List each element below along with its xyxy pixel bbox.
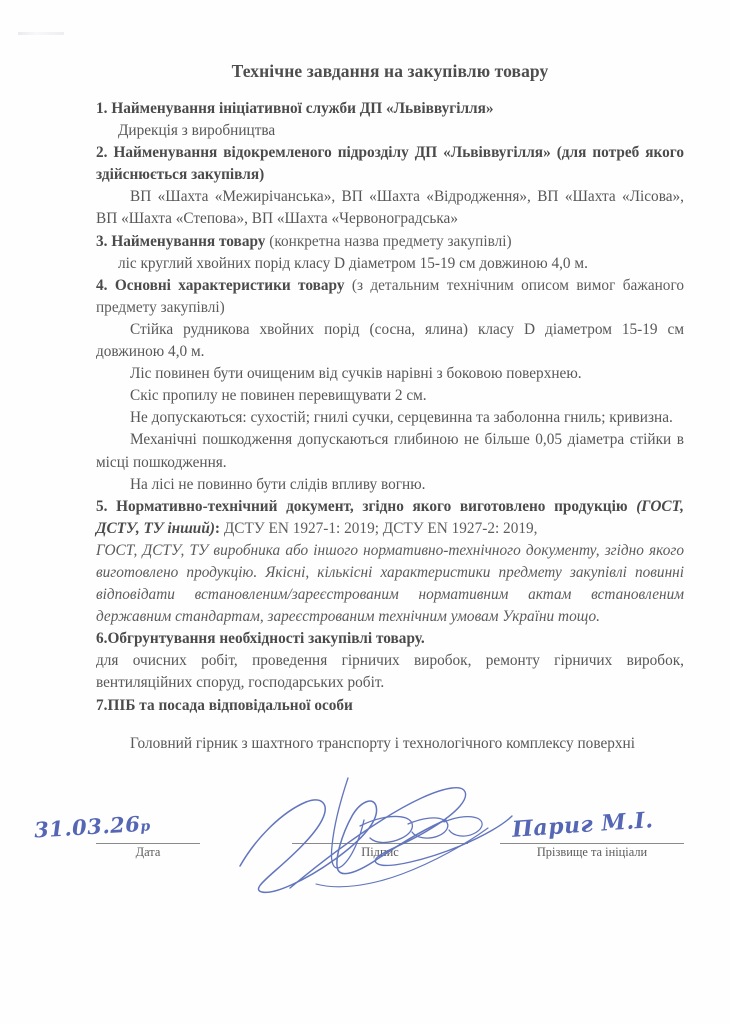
section-5-heading [96, 496, 684, 540]
section-3-number: 3. [96, 232, 108, 250]
signature-line [292, 805, 468, 844]
section-2 [96, 142, 684, 230]
handwritten-name: Париг М.І. [511, 807, 655, 843]
section-4-body-2: Ліс повинен бути очищеним від сучків нарівні з боковою поверхнею. [130, 365, 582, 383]
scan-artifact [18, 32, 64, 35]
section-4-body-6: На лісі не повинно бути слідів впливу вогню. [130, 475, 426, 493]
section-5-heading-colon: : [214, 519, 221, 537]
section-4-heading-note: (з детальним технічним описом вимог бажаного предмету закупівлі) [96, 276, 684, 316]
section-6-number: 6. [96, 630, 108, 648]
date-line [96, 805, 200, 844]
section-4-body-3: Скіс пропилу не повинен перевищувати 2 см. [130, 387, 427, 405]
section-7-heading-text: ПІБ та посада відповідальної особи [107, 696, 353, 714]
document-content [96, 0, 684, 755]
section-2-number: 2. [96, 144, 108, 162]
section-3-body: ліс круглий хвойних порід класу D діаметром 15-19 см довжиною 4,0 м. [118, 254, 588, 272]
section-7-body: Головний гірник з шахтного транспорту і технологічного комплексу поверхні [130, 734, 635, 752]
section-1-body: Дирекція з виробництва [118, 122, 276, 140]
signature-slot [292, 805, 468, 860]
section-1-number: 1. [96, 100, 108, 117]
date-caption: Дата [135, 845, 161, 859]
name-line [500, 805, 684, 844]
page-title: Технічне завдання на закупівлю товару [231, 61, 549, 81]
date-slot [96, 805, 200, 860]
section-4 [96, 275, 684, 496]
handwritten-date-suffix: р [139, 818, 152, 836]
section-2-heading [96, 142, 684, 186]
signature-caption: Підпис [361, 845, 399, 859]
section-5-heading-italic: (ГОСТ, ДСТУ, ТУ інший) [96, 497, 684, 537]
section-1-heading-text: Найменування ініціативної служби ДП «Львіввугілля» [111, 100, 494, 117]
section-3-heading-text: Найменування товару [111, 232, 266, 250]
section-5 [96, 496, 684, 629]
section-4-heading-text: Основні характеристики товару [114, 276, 345, 294]
section-6 [96, 628, 684, 694]
name-slot [500, 805, 684, 860]
section-7-heading [96, 695, 684, 717]
signature-block [96, 805, 684, 925]
section-7-number: 7. [96, 696, 108, 714]
section-3-heading [96, 231, 684, 253]
section-1 [96, 98, 684, 142]
section-5-number: 5. [96, 497, 108, 515]
section-5-heading-text: Нормативно-технічний документ, згідно якого виготовлено продукцію [116, 497, 628, 515]
section-6-body: для очисних робіт, проведення гірничих виробок, ремонту гірничих виробок, вентиляційних споруд, господарських робіт. [96, 652, 684, 692]
signature-row [96, 805, 684, 865]
section-4-number: 4. [96, 276, 108, 294]
section-4-body-4: Не допускаються: сухостій; гнилі сучки, серцевинна та заболонна гниль; кривизна. [130, 409, 673, 427]
handwritten-date-value: 31.03.26 [33, 811, 141, 843]
section-7 [96, 695, 684, 755]
section-2-heading-text: Найменування відокремленого підрозділу ДП «Львіввугілля» (для потреб якого здійснюється закупівля) [96, 144, 685, 184]
section-6-heading [96, 628, 684, 650]
section-2-body: ВП «Шахта «Межирічанська», ВП «Шахта «Відродження», ВП «Шахта «Лісова», ВП «Шахта «Степова», ВП «Шахта «Червоноградська» [96, 188, 684, 228]
section-4-heading [96, 275, 684, 319]
section-5-standards: ДСТУ EN 1927-1: 2019; ДСТУ EN 1927-2: 2019, [223, 519, 538, 537]
name-caption: Прізвище та ініціали [536, 845, 648, 859]
section-4-body-5: Механічні пошкодження допускаються глибиною не більше 0,05 діаметра стійки в місці пошкодження. [96, 431, 684, 471]
section-1-heading [96, 98, 684, 120]
section-3-heading-note: (конкретна назва предмету закупівлі) [269, 232, 512, 250]
section-6-heading-text: Обгрунтування необхідності закупівлі товару. [107, 630, 425, 648]
section-3 [96, 231, 684, 275]
section-5-italic-body: ГОСТ, ДСТУ, ТУ виробника або іншого нормативно-технічного документу, згідно якого виготовлено продукцію. Якісні, кількісні характеристики предмету закупівлі повинні відповідати встановленим/зареєстрованим нормативним актам встановленим державним стандартам, зареєстрованим технічним умовам України тощо. [96, 541, 684, 626]
section-4-body-1: Стійка рудникова хвойних порід (сосна, ялина) класу D діаметром 15-19 см довжиною 4,0 м. [96, 320, 684, 361]
